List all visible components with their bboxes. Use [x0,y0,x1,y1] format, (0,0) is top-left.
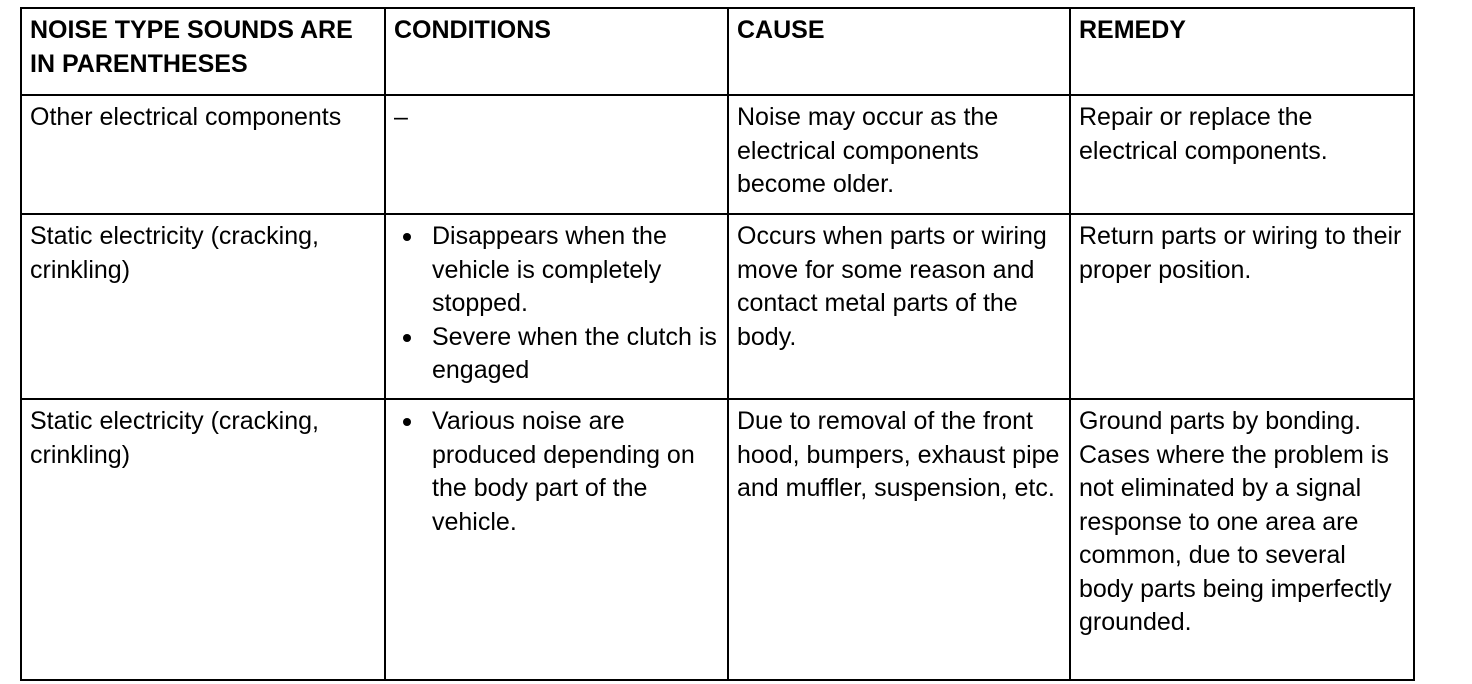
remedy-cell: Return parts or wiring to their proper position. [1070,214,1414,399]
remedy-cell: Ground parts by bonding. Cases where the problem is not eliminated by a signal response to one area are common, due to several body parts being imperfectly grounded. [1070,399,1414,680]
list-item [432,220,719,321]
header-noise-type: NOISE TYPE SOUNDS ARE IN PARENTHESES [21,8,385,95]
table-row [21,214,1414,399]
table-header-row [21,8,1414,95]
noise-diagnosis-table [20,7,1415,681]
cause-cell: Noise may occur as the electrical components become older. [728,95,1070,214]
noise-type-cell: Static electricity (cracking, crinkling) [21,214,385,399]
header-conditions: CONDITIONS [385,8,728,95]
remedy-cell: Repair or replace the electrical components. [1070,95,1414,214]
conditions-list [394,220,719,388]
noise-type-cell: Other electrical components [21,95,385,214]
condition-text: Disappears when the vehicle is completely stopped. [432,222,667,317]
conditions-cell [385,214,728,399]
header-remedy: REMEDY [1070,8,1414,95]
bullet-icon [403,418,411,426]
condition-text: Various noise are produced depending on the body part of the vehicle. [432,407,695,536]
conditions-cell [385,399,728,680]
list-item [432,405,719,539]
conditions-list [394,405,719,539]
header-cause: CAUSE [728,8,1070,95]
conditions-cell [385,95,728,214]
cause-cell: Occurs when parts or wiring move for some reason and contact metal parts of the body. [728,214,1070,399]
bullet-icon [403,334,411,342]
condition-text: Severe when the clutch is engaged [432,322,717,384]
noise-type-cell: Static electricity (cracking, crinkling) [21,399,385,680]
list-item [432,321,719,388]
table-row [21,95,1414,214]
cause-cell: Due to removal of the front hood, bumpers, exhaust pipe and muffler, suspension, etc. [728,399,1070,680]
bullet-icon [403,233,411,241]
table-row [21,399,1414,680]
conditions-dash: – [394,103,408,131]
